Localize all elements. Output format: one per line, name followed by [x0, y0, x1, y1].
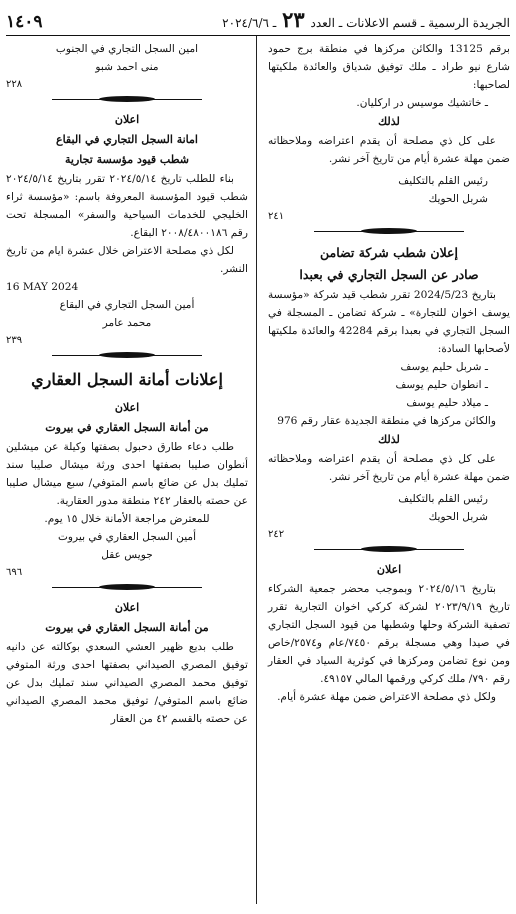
notice-body: بناء للطلب تاريخ ٢٠٢٤/٥/١٤ تقرر بتاريخ ٢٠٢٤/٥/١٤ شطب قيود المؤسسة المعروفة باسم: «مؤسسة ثراء الخليجي للخدمات السياحية والسفر» المسجلة تحت رقم ٢٠٠٨/٤٨٠٠١٨٦ البقاع.	[6, 173, 248, 239]
continued-owner: ـ خاتشيك موسيس در اركليان.	[356, 97, 488, 109]
notice-number: ٢٤٢	[268, 529, 285, 540]
notice-title: اعلان	[376, 563, 402, 576]
notice-subtitle: من أمانة السجل العقاري في بيروت	[45, 421, 209, 434]
header-issue-number: ٢٣	[282, 7, 305, 32]
ornament-separator	[52, 350, 202, 362]
signature-role: رئيس القلم بالتكليف	[398, 175, 488, 187]
signature-role: أمين السجل العقاري في بيروت	[57, 531, 197, 543]
notice-title: اعلان	[114, 113, 140, 126]
partner-name: ـ ميلاد حليم يوسف	[406, 397, 488, 409]
notice-body: طلب بديع ظهير العشي السعدي بوكالته عن دانيه توفيق المصري الصيداني بصفتها احدى ورثة المتوفي توفيق محمد المصري الصيداني سند تمليك بدل عن ضائع باسم المتوفي/ توفيق محمد المصري الصيداني عن حصته بالقسم ٤٢ من العقار	[6, 641, 248, 725]
company-location: والكائن مركزها في منطقة الجديدة عقار رقم 976	[277, 415, 496, 427]
therefore-heading: لذلك	[378, 115, 400, 128]
signature-role: رئيس القلم بالتكليف	[398, 493, 488, 505]
signature-name: جويس عقل	[101, 549, 153, 561]
signature-name: منى احمد شبو	[95, 61, 159, 73]
notice-subtitle: شطب قيود مؤسسة تجارية	[65, 153, 189, 166]
header-title-group	[222, 7, 510, 32]
notice-number: ٢٤١	[268, 211, 285, 222]
notice-body: بتاريخ ٢٠٢٤/٥/١٦ وبموجب محضر جمعية الشركاء تاريخ ٢٠٢٣/٩/١٩ لشركة كركي اخوان التجارية تقرر تصفية الشركة وحلها وشطبها من قيود السجل التجاري في صيدا وهي مسجلة برقم ٧٤٥٠/عام و٢٥٧٤/خاص ومن نوع تضامن ومركزها في كوثرية السياد في العقار رقم ٧٩٠/ ملك كركي ورقمها المالي ٤٩١٥٧.	[268, 583, 510, 685]
ornament-separator	[314, 226, 464, 238]
ornament-separator	[52, 94, 202, 106]
objection-text: لكل ذي مصلحة الاعتراض خلال عشرة ايام من تاريخ النشر.	[6, 245, 248, 275]
header-title: الجريدة الرسمية ـ قسم الاعلانات ـ العدد	[310, 16, 510, 30]
notice-subtitle: امانة السجل التجاري في البقاع	[56, 133, 198, 146]
objection-text: على كل ذي مصلحة أن يقدم اعتراضه وملاحظاته ضمن مهلة عشرة أيام من تاريخ آخر نشر.	[268, 135, 510, 165]
signature-role: أمين السجل التجاري في البقاع	[59, 299, 195, 311]
notice-subtitle: صادر عن السجل التجاري في بعبدا	[299, 267, 479, 282]
notice-number: ٢٣٩	[6, 335, 23, 346]
partner-name: ـ شربل حليم يوسف	[400, 361, 488, 373]
signature-name: شربل الحويك	[428, 511, 488, 523]
notice-number: ٦٩٦	[6, 567, 23, 578]
notice-title: اعلان	[114, 401, 140, 414]
stamp-date: 16 MAY 2024	[6, 281, 79, 293]
page-number: ١٤٠٩	[6, 12, 43, 32]
objection-text: للمعترض مراجعة الأمانة خلال ١٥ يوم.	[44, 513, 210, 525]
partner-name: ـ انطوان حليم يوسف	[395, 379, 488, 391]
header-date: ـ ٢٠٢٤/٦/٦	[222, 16, 277, 30]
notice-title: إعلان شطب شركة تضامن	[320, 245, 458, 260]
notice-body: طلب دعاء طارق دحبول بصفتها وكيلة عن ميشلين أنطوان صليبا بصفتها احدى ورثة ميشال صليبا سند تمليك بدل عن ضائع باسم المتوفي/ سبع ميشال صليبا عن حصته بالعقار ٢٤٢ منطقة مدور العقارية.	[6, 441, 248, 507]
signature-role: امين السجل التجاري في الجنوب	[55, 43, 199, 55]
notice-subtitle: من أمانة السجل العقاري في بيروت	[45, 621, 209, 634]
notice-number: ٢٢٨	[6, 79, 23, 90]
column-divider	[256, 36, 257, 904]
notice-title: اعلان	[114, 601, 140, 614]
right-column	[268, 40, 510, 706]
objection-text: ولكل ذي مصلحة الاعتراض ضمن مهلة عشرة أيام.	[277, 691, 496, 703]
section-title: إعلانات أمانة السجل العقاري	[31, 370, 223, 389]
signature-name: محمد عامر	[102, 317, 152, 329]
signature-name: شربل الحويك	[428, 193, 488, 205]
notice-body: بتاريخ 2024/5/23 تقرر شطب قيد شركة «مؤسسة يوسف اخوان للتجارة» ـ شركة تضامن ـ المسجلة في السجل التجاري في بعبدا برقم 42284 والعائدة ملكيتها لأصحابها السادة:	[268, 289, 510, 355]
ornament-separator	[52, 582, 202, 594]
ornament-separator	[314, 544, 464, 556]
objection-text: على كل ذي مصلحة أن يقدم اعتراضه وملاحظاته ضمن مهلة عشرة أيام من تاريخ آخر نشر.	[268, 453, 510, 483]
left-column	[6, 40, 248, 728]
continued-notice-text: برقم 13125 والكائن مركزها في منطقة برج حمود شارع نيو طراد ـ ملك توفيق شدياق والعائدة ملكيتها لصاحبها:	[268, 43, 510, 91]
page-header	[6, 8, 510, 36]
therefore-heading: لذلك	[378, 433, 400, 446]
